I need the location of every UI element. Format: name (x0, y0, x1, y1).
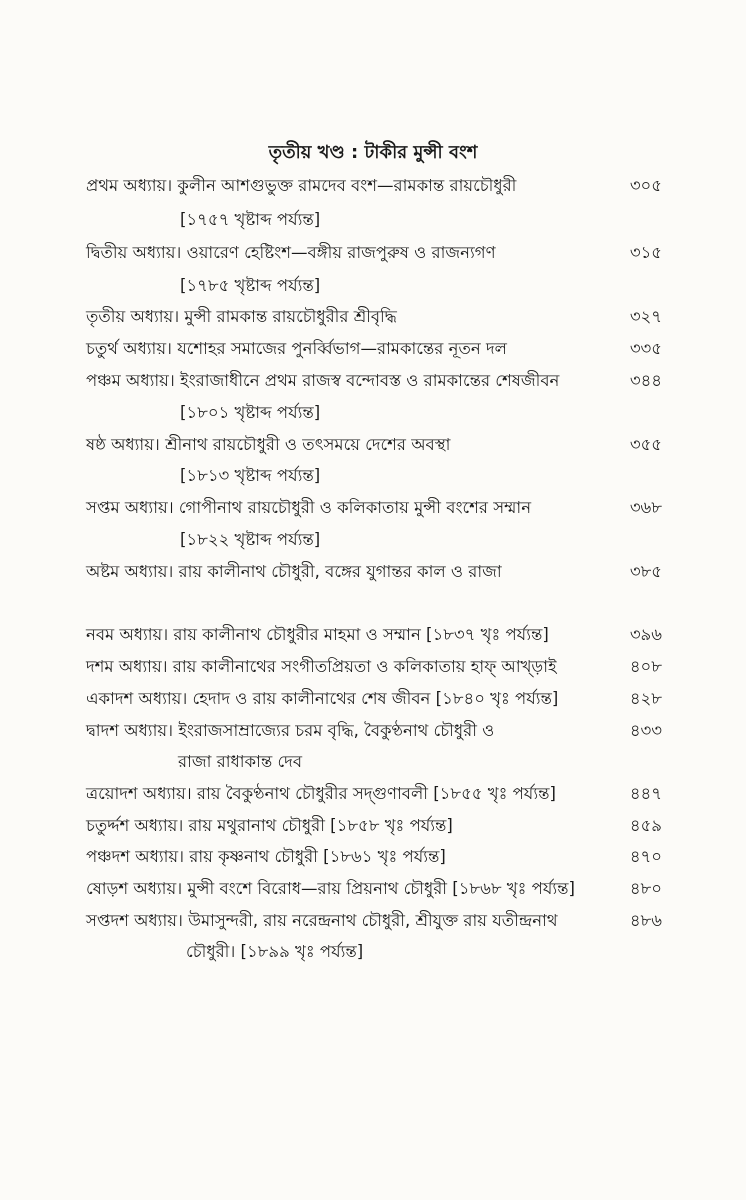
toc-entry-title: একাদশ অধ্যায়। হেদাদ ও রায় কালীনাথের শেষ জীবন [১৮৪০ খৃঃ পর্য্যন্ত] (86, 689, 559, 708)
toc-entry-title: প্রথম অধ্যায়। কুলীন আশগুভুক্ত রামদেব বংশ—রামকান্ত রায়চৌধুরী (86, 176, 517, 195)
toc-entry-page: ৩১৫ (629, 243, 662, 262)
toc-entry-16 (86, 875, 662, 903)
toc-entry-page: ৩৯৬ (629, 625, 662, 644)
toc-entry-page: ৪৭০ (629, 847, 662, 866)
toc-entry-title: ত্রয়োদশ অধ্যায়। রায় বৈকুণ্ঠনাথ চৌধুরীর সদ্গুণাবলী [১৮৫৫ খৃঃ পর্য্যন্ত] (86, 784, 556, 803)
toc-entry-2 (86, 239, 662, 267)
toc-entry-sub: [১৭৮৫ খৃষ্টাব্দ পর্য্যন্ত] (180, 276, 321, 295)
toc-entry-title: ষষ্ঠ অধ্যায়। শ্রীনাথ রায়চৌধুরী ও তৎসময়ে দেশের অবস্থা (86, 435, 451, 454)
toc-entry-5 (86, 367, 662, 395)
toc-entry-15 (86, 843, 662, 871)
toc-entry-page: ৩০৫ (629, 176, 662, 195)
toc-entry-page: ৩৮৫ (629, 562, 662, 581)
toc-entry-sub: [১৮২২ খৃষ্টাব্দ পর্য্যন্ত] (180, 530, 321, 549)
toc-entry-title: চতুর্থ অধ্যায়। যশোহর সমাজের পুনর্ব্বিভাগ—রামকান্তের নূতন দল (86, 339, 507, 358)
toc-entry-title: পঞ্চদশ অধ্যায়। রায় কৃষ্ণনাথ চৌধুরী [১৮৬১ খৃঃ পর্য্যন্ত] (86, 847, 446, 866)
toc-entry-4 (86, 335, 662, 363)
toc-entry-title: পঞ্চম অধ্যায়। ইংরাজাধীনে প্রথম রাজস্ব বন্দোবস্ত ও রামকান্তের শেষজীবন (86, 371, 560, 390)
toc-entry-page: ৩৩৫ (629, 339, 662, 358)
toc-entry-sub: [১৭৫৭ খৃষ্টাব্দ পর্য্যন্ত] (180, 210, 321, 229)
toc-entry-10 (86, 653, 662, 681)
toc-entry-title: তৃতীয় অধ্যায়। মুন্সী রামকান্ত রায়চৌধুরীর শ্রীবৃদ্ধি (86, 307, 397, 326)
toc-entry-title: দশম অধ্যায়। রায় কালীনাথের সংগীতপ্রিয়তা ও কলিকাতায় হাফ্ আখ্ড়াই (86, 657, 557, 676)
toc-entry-page: ৩৪৪ (629, 371, 662, 390)
toc-entry-sub: [১৮১৩ খৃষ্টাব্দ পর্য্যন্ত] (180, 466, 321, 485)
toc-entry-page: ৩২৭ (629, 307, 662, 326)
toc-entry-title: দ্বাদশ অধ্যায়। ইংরাজসাম্রাজ্যের চরম বৃদ্ধি, বৈকুণ্ঠনাথ চৌধুরী ও (86, 721, 495, 740)
toc-entry-sub: চৌধুরী। [১৮৯৯ খৃঃ পর্য্যন্ত] (186, 942, 364, 961)
toc-entry-page: ৪২৮ (629, 689, 662, 708)
toc-entry-3 (86, 303, 662, 331)
toc-entry-title: সপ্তদশ অধ্যায়। উমাসুন্দরী, রায় নরেন্দ্রনাথ চৌধুরী, শ্রীযুক্ত রায় যতীন্দ্রনাথ (86, 911, 558, 930)
toc-entry-17 (86, 907, 662, 935)
toc-entry-8 (86, 558, 662, 586)
toc-entry-page: ৪৮৬ (629, 911, 662, 930)
toc-entry-page: ৪৫৯ (629, 816, 662, 835)
toc-entry-1 (86, 172, 662, 200)
toc-entry-7 (86, 494, 662, 522)
section-heading: তৃতীয় খণ্ড : টাকীর মুন্সী বংশ (268, 142, 478, 163)
toc-entry-title: ষোড়শ অধ্যায়। মুন্সী বংশে বিরোধ—রায় প্রিয়নাথ চৌধুরী [১৮৬৮ খৃঃ পর্য্যন্ত] (86, 879, 575, 898)
toc-entry-page: ৪৩৩ (629, 721, 662, 740)
toc-entry-sub: [১৮০১ খৃষ্টাব্দ পর্য্যন্ত] (180, 403, 321, 422)
toc-entry-sub: রাজা রাধাকান্ত দেব (178, 752, 303, 771)
toc-entry-title: দ্বিতীয় অধ্যায়। ওয়ারেণ হেষ্টিংশ—বঙ্গীয় রাজপুরুষ ও রাজন্যগণ (86, 243, 496, 262)
toc-entry-title: চতুর্দ্দশ অধ্যায়। রায় মথুরানাথ চৌধুরী [১৮৫৮ খৃঃ পর্য্যন্ত] (86, 816, 453, 835)
toc-entry-11 (86, 685, 662, 713)
toc-entry-12 (86, 717, 662, 745)
toc-entry-page: ৪৮০ (629, 879, 662, 898)
toc-entry-page: ৪৪৭ (629, 784, 662, 803)
toc-entry-title: নবম অধ্যায়। রায় কালীনাথ চৌধুরীর মাহমা ও সম্মান [১৮৩৭ খৃঃ পর্য্যন্ত] (86, 625, 549, 644)
toc-entry-9 (86, 621, 662, 649)
toc-entry-13 (86, 780, 662, 808)
toc-entry-14 (86, 812, 662, 840)
toc-entry-6 (86, 431, 662, 459)
toc-entry-page: ৪০৮ (629, 657, 662, 676)
toc-entry-page: ৩৫৫ (629, 435, 662, 454)
toc-entry-title: অষ্টম অধ্যায়। রায় কালীনাথ চৌধুরী, বঙ্গের যুগান্তর কাল ও রাজা (86, 562, 502, 581)
toc-entry-title: সপ্তম অধ্যায়। গোপীনাথ রায়চৌধুরী ও কলিকাতায় মুন্সী বংশের সম্মান (86, 498, 532, 517)
toc-entry-page: ৩৬৮ (629, 498, 662, 517)
